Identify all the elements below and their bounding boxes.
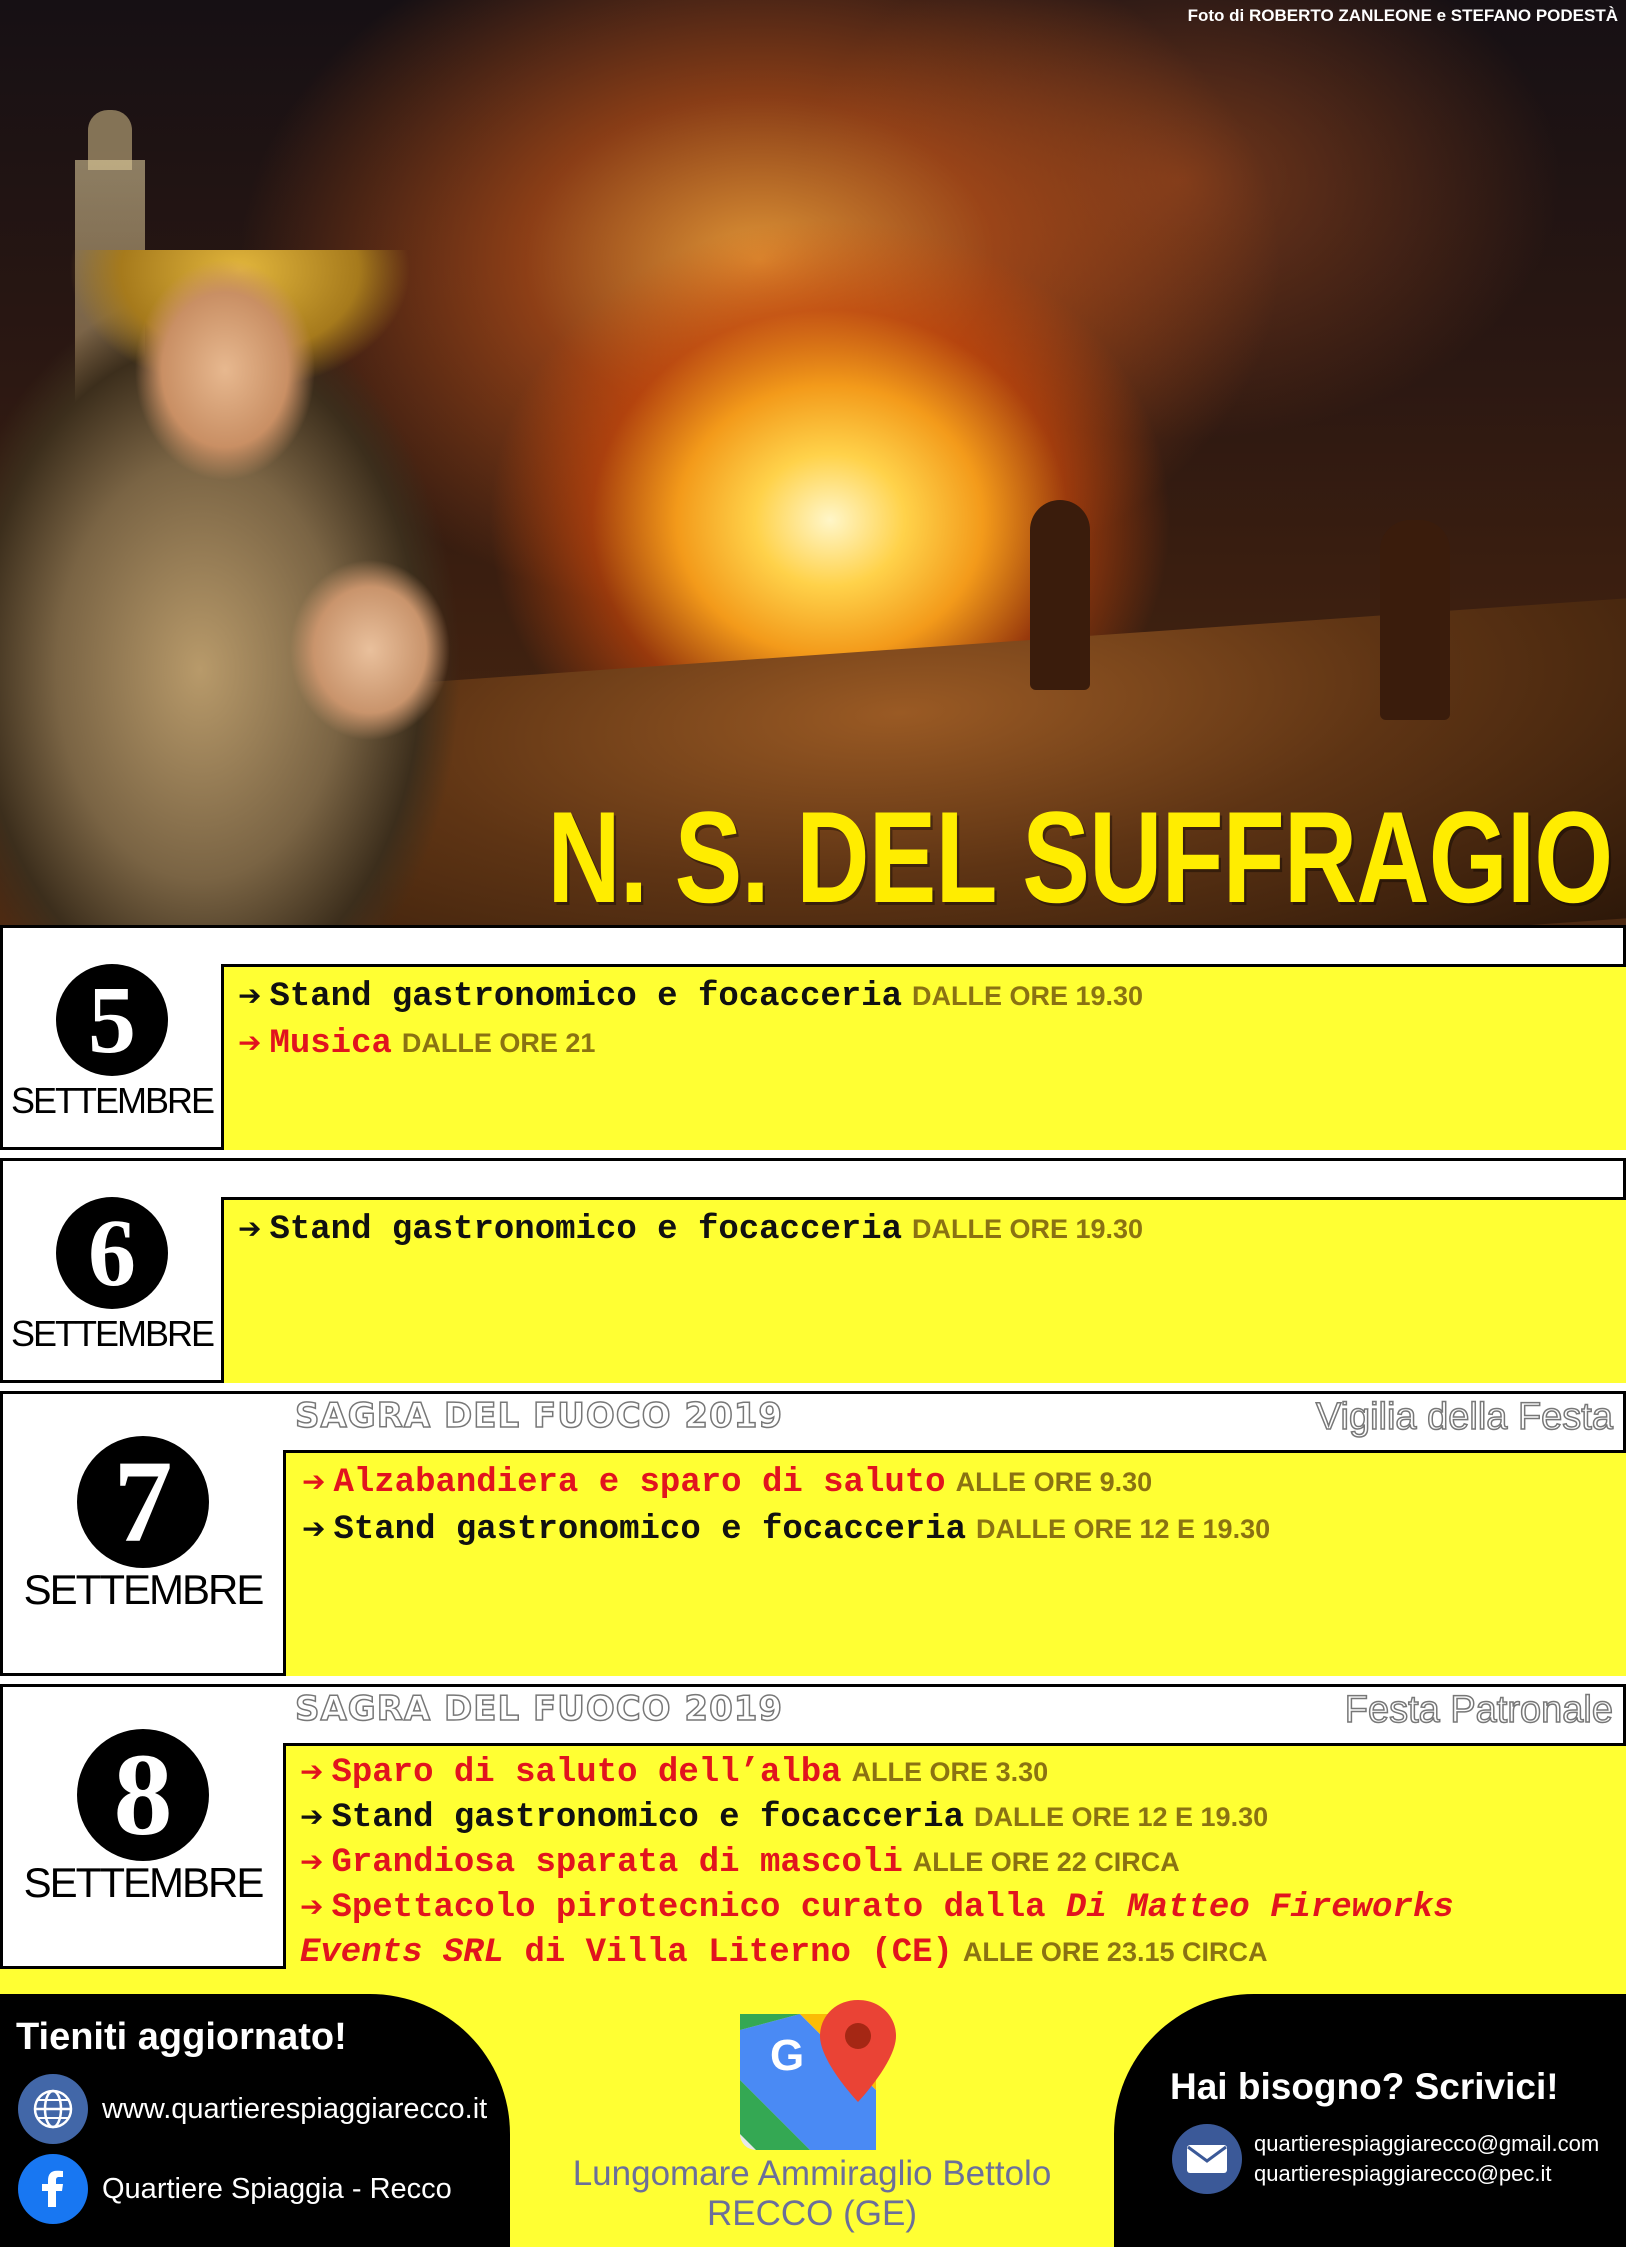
contact-title: Hai bisogno? Scrivici! [1170,2066,1559,2107]
event-item: ➔ Musica DALLE ORE 21 [238,1025,596,1063]
website-row[interactable] [18,2074,487,2144]
event-item: ➔ Stand gastronomico e focacceria DALLE ORE 12 E 19.30 [300,1799,1269,1837]
hero-photo [0,0,1626,925]
social-panel [0,1994,510,2247]
header-bar [283,1391,1626,1453]
event-item: ➔ Stand gastronomico e focacceria DALLE ORE 19.30 [238,978,1144,1016]
event-item: ➔ Sparo di saluto dell’alba ALLE ORE 3.30 [300,1754,1049,1792]
page-title: N. S. DEL SUFFRAGIO [547,784,1612,925]
day-section-6 [0,1158,1626,1383]
mail-icon [1172,2124,1242,2194]
contact-panel [1114,1994,1626,2247]
day-number: 8 [77,1729,209,1861]
date-box [0,925,224,1150]
header-bar [221,925,1626,967]
date-box [0,1391,286,1676]
email-list [1254,2129,1599,2189]
email-row[interactable] [1172,2124,1599,2194]
event-list [302,1459,1270,1553]
footer [0,1994,1626,2247]
event-item: ➔ Stand gastronomico e focacceria DALLE ORE 12 E 19.30 [302,1511,1271,1549]
header-event-name: SAGRA DEL FUOCO 2019 [295,1396,784,1436]
header-day-name: Festa Patronale [1344,1689,1613,1731]
google-maps-icon [740,2000,900,2150]
facebook-link[interactable]: Quartiere Spiaggia - Recco [102,2172,452,2205]
date-box [0,1684,286,1969]
event-item: ➔ Spettacolo pirotecnico curato dalla Di Matteo Fireworks Events SRL di Villa Literno (CE) ALLE ORE 23.15 CIRCA [300,1889,1454,1972]
facebook-icon [18,2154,88,2224]
email-pec[interactable]: quartierespiaggiarecco@pec.it [1254,2161,1552,2186]
month-label: SETTEMBRE [10,1313,214,1354]
stay-updated-title: Tieniti aggiornato! [16,2016,347,2058]
date-box [0,1158,224,1383]
globe-icon [18,2074,88,2144]
photo-credit: Foto di ROBERTO ZANLEONE e STEFANO PODESTÀ [1187,6,1618,25]
event-list [238,1206,1143,1253]
fireman-figure [1030,500,1090,690]
madonna-statue [0,250,520,925]
header-bar [283,1684,1626,1746]
day-number: 5 [56,964,168,1076]
website-link[interactable]: www.quartierespiaggiarecco.it [102,2092,488,2125]
day-number: 6 [56,1197,168,1309]
month-label: SETTEMBRE [23,1859,263,1906]
event-list [300,1750,1600,1975]
address-line-1: Lungomare Ammiraglio Bettolo [572,2154,1052,2193]
header-day-name: Vigilia della Festa [1315,1396,1613,1438]
event-list [238,973,1143,1067]
month-label: SETTEMBRE [23,1566,263,1613]
fireman-figure [1380,520,1450,720]
day-number: 7 [77,1436,209,1568]
svg-text:G: G [770,2031,805,2080]
header-bar [221,1158,1626,1200]
event-item: ➔ Alzabandiera e sparo di saluto ALLE ORE 9.30 [302,1464,1153,1502]
event-item: ➔ Grandiosa sparata di mascoli ALLE ORE 22 CIRCA [300,1844,1180,1882]
address-line-2: RECCO (GE) [707,2194,917,2233]
day-section-5 [0,925,1626,1150]
email-gmail[interactable]: quartierespiaggiarecco@gmail.com [1254,2131,1600,2156]
day-section-8 [0,1684,1626,1994]
event-item: ➔ Stand gastronomico e focacceria DALLE ORE 19.30 [238,1211,1144,1249]
day-section-7 [0,1391,1626,1676]
month-label: SETTEMBRE [10,1080,214,1121]
header-event-name: SAGRA DEL FUOCO 2019 [295,1689,784,1729]
facebook-row[interactable] [18,2154,452,2224]
